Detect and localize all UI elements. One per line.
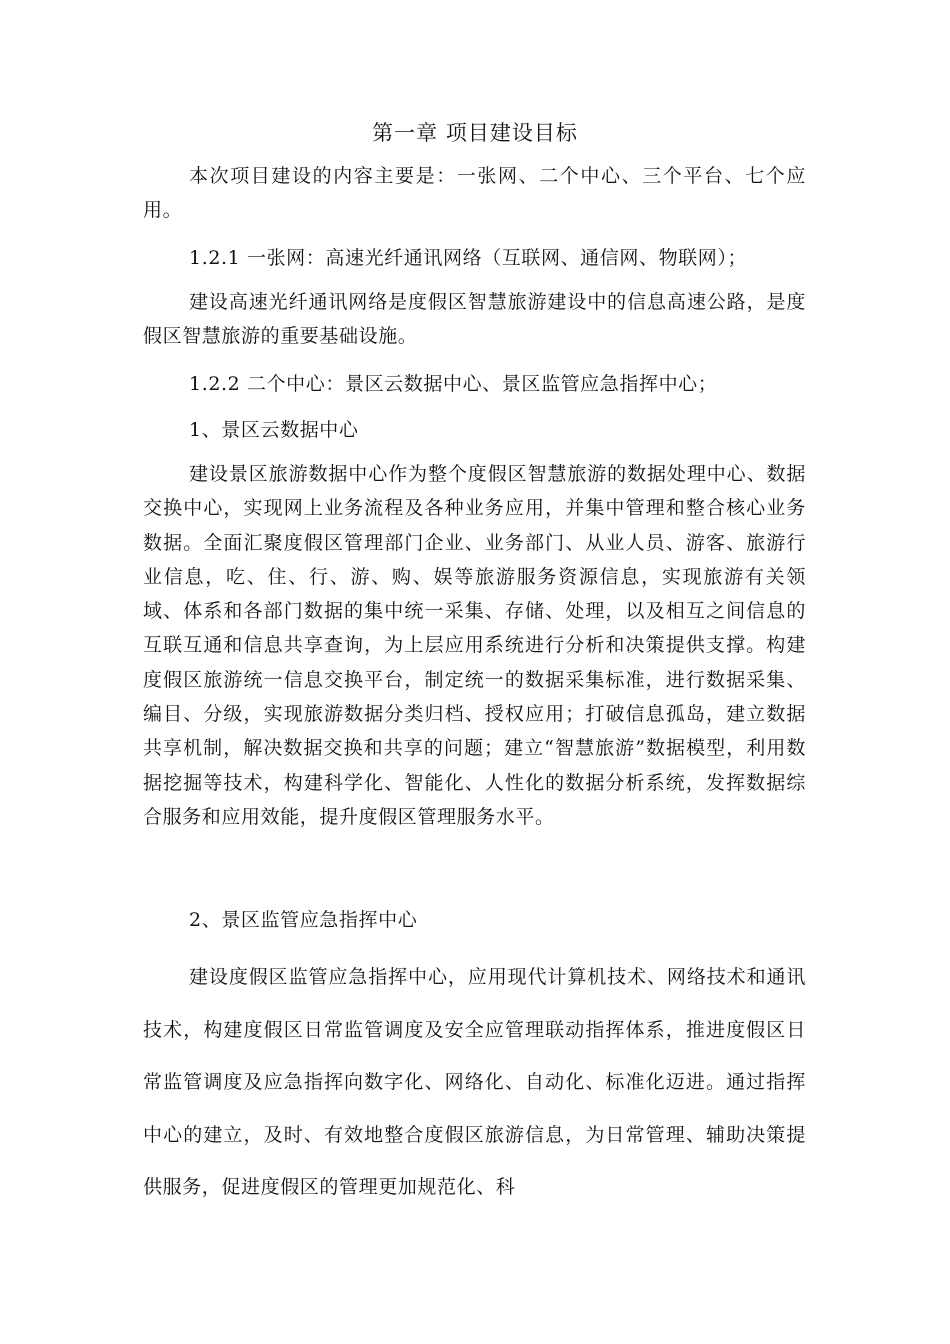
chapter-title: 第一章 项目建设目标: [372, 121, 578, 145]
heading-command-center: 2、景区监管应急指挥中心: [189, 909, 418, 931]
paragraph-intro: 本次项目建设的内容主要是：一张网、二个中心、三个平台、七个应用。: [143, 165, 806, 222]
paragraph-command-center: 建设度假区监管应急指挥中心，应用现代计算机技术、网络技术和通讯技术，构建度假区日常监管调度及安全应管理联动指挥体系，推进度假区日常监管调度及应急指挥向数字化、网络化、自动化、标准化迈进。通过指挥中心的建立，及时、有效地整合度假区旅游信息，为日常管理、辅助决策提供服务，促进度假区的管理更加规范化、科: [143, 966, 806, 1198]
heading-1-2-2: 1.2.2 二个中心：景区云数据中心、景区监管应急指挥中心；: [189, 373, 718, 395]
heading-1-2-1: 1.2.1 一张网：高速光纤通讯网络（互联网、通信网、物联网）；: [189, 247, 748, 269]
heading-data-center: 1、景区云数据中心: [189, 419, 359, 441]
paragraph-network: 建设高速光纤通讯网络是度假区智慧旅游建设中的信息高速公路，是度假区智慧旅游的重要基础设施。: [143, 291, 806, 348]
paragraph-data-center: 建设景区旅游数据中心作为整个度假区智慧旅游的数据处理中心、数据交换中心，实现网上业务流程及各种业务应用，并集中管理和整合核心业务数据。全面汇聚度假区管理部门企业、业务部门、从业人员、游客、旅游行业信息，吃、住、行、游、购、娱等旅游服务资源信息，实现旅游有关领域、体系和各部门数据的集中统一采集、存储、处理，以及相互之间信息的互联互通和信息共享查询，为上层应用系统进行分析和决策提供支撑。构建度假区旅游统一信息交换平台，制定统一的数据采集标准，进行数据采集、编目、分级，实现旅游数据分类归档、授权应用；打破信息孤岛，建立数据共享机制，解决数据交换和共享的问题；建立“智慧旅游”数据模型，利用数据挖掘等技术，构建科学化、智能化、人性化的数据分析系统，发挥数据综合服务和应用效能，提升度假区管理服务水平。: [143, 463, 806, 828]
